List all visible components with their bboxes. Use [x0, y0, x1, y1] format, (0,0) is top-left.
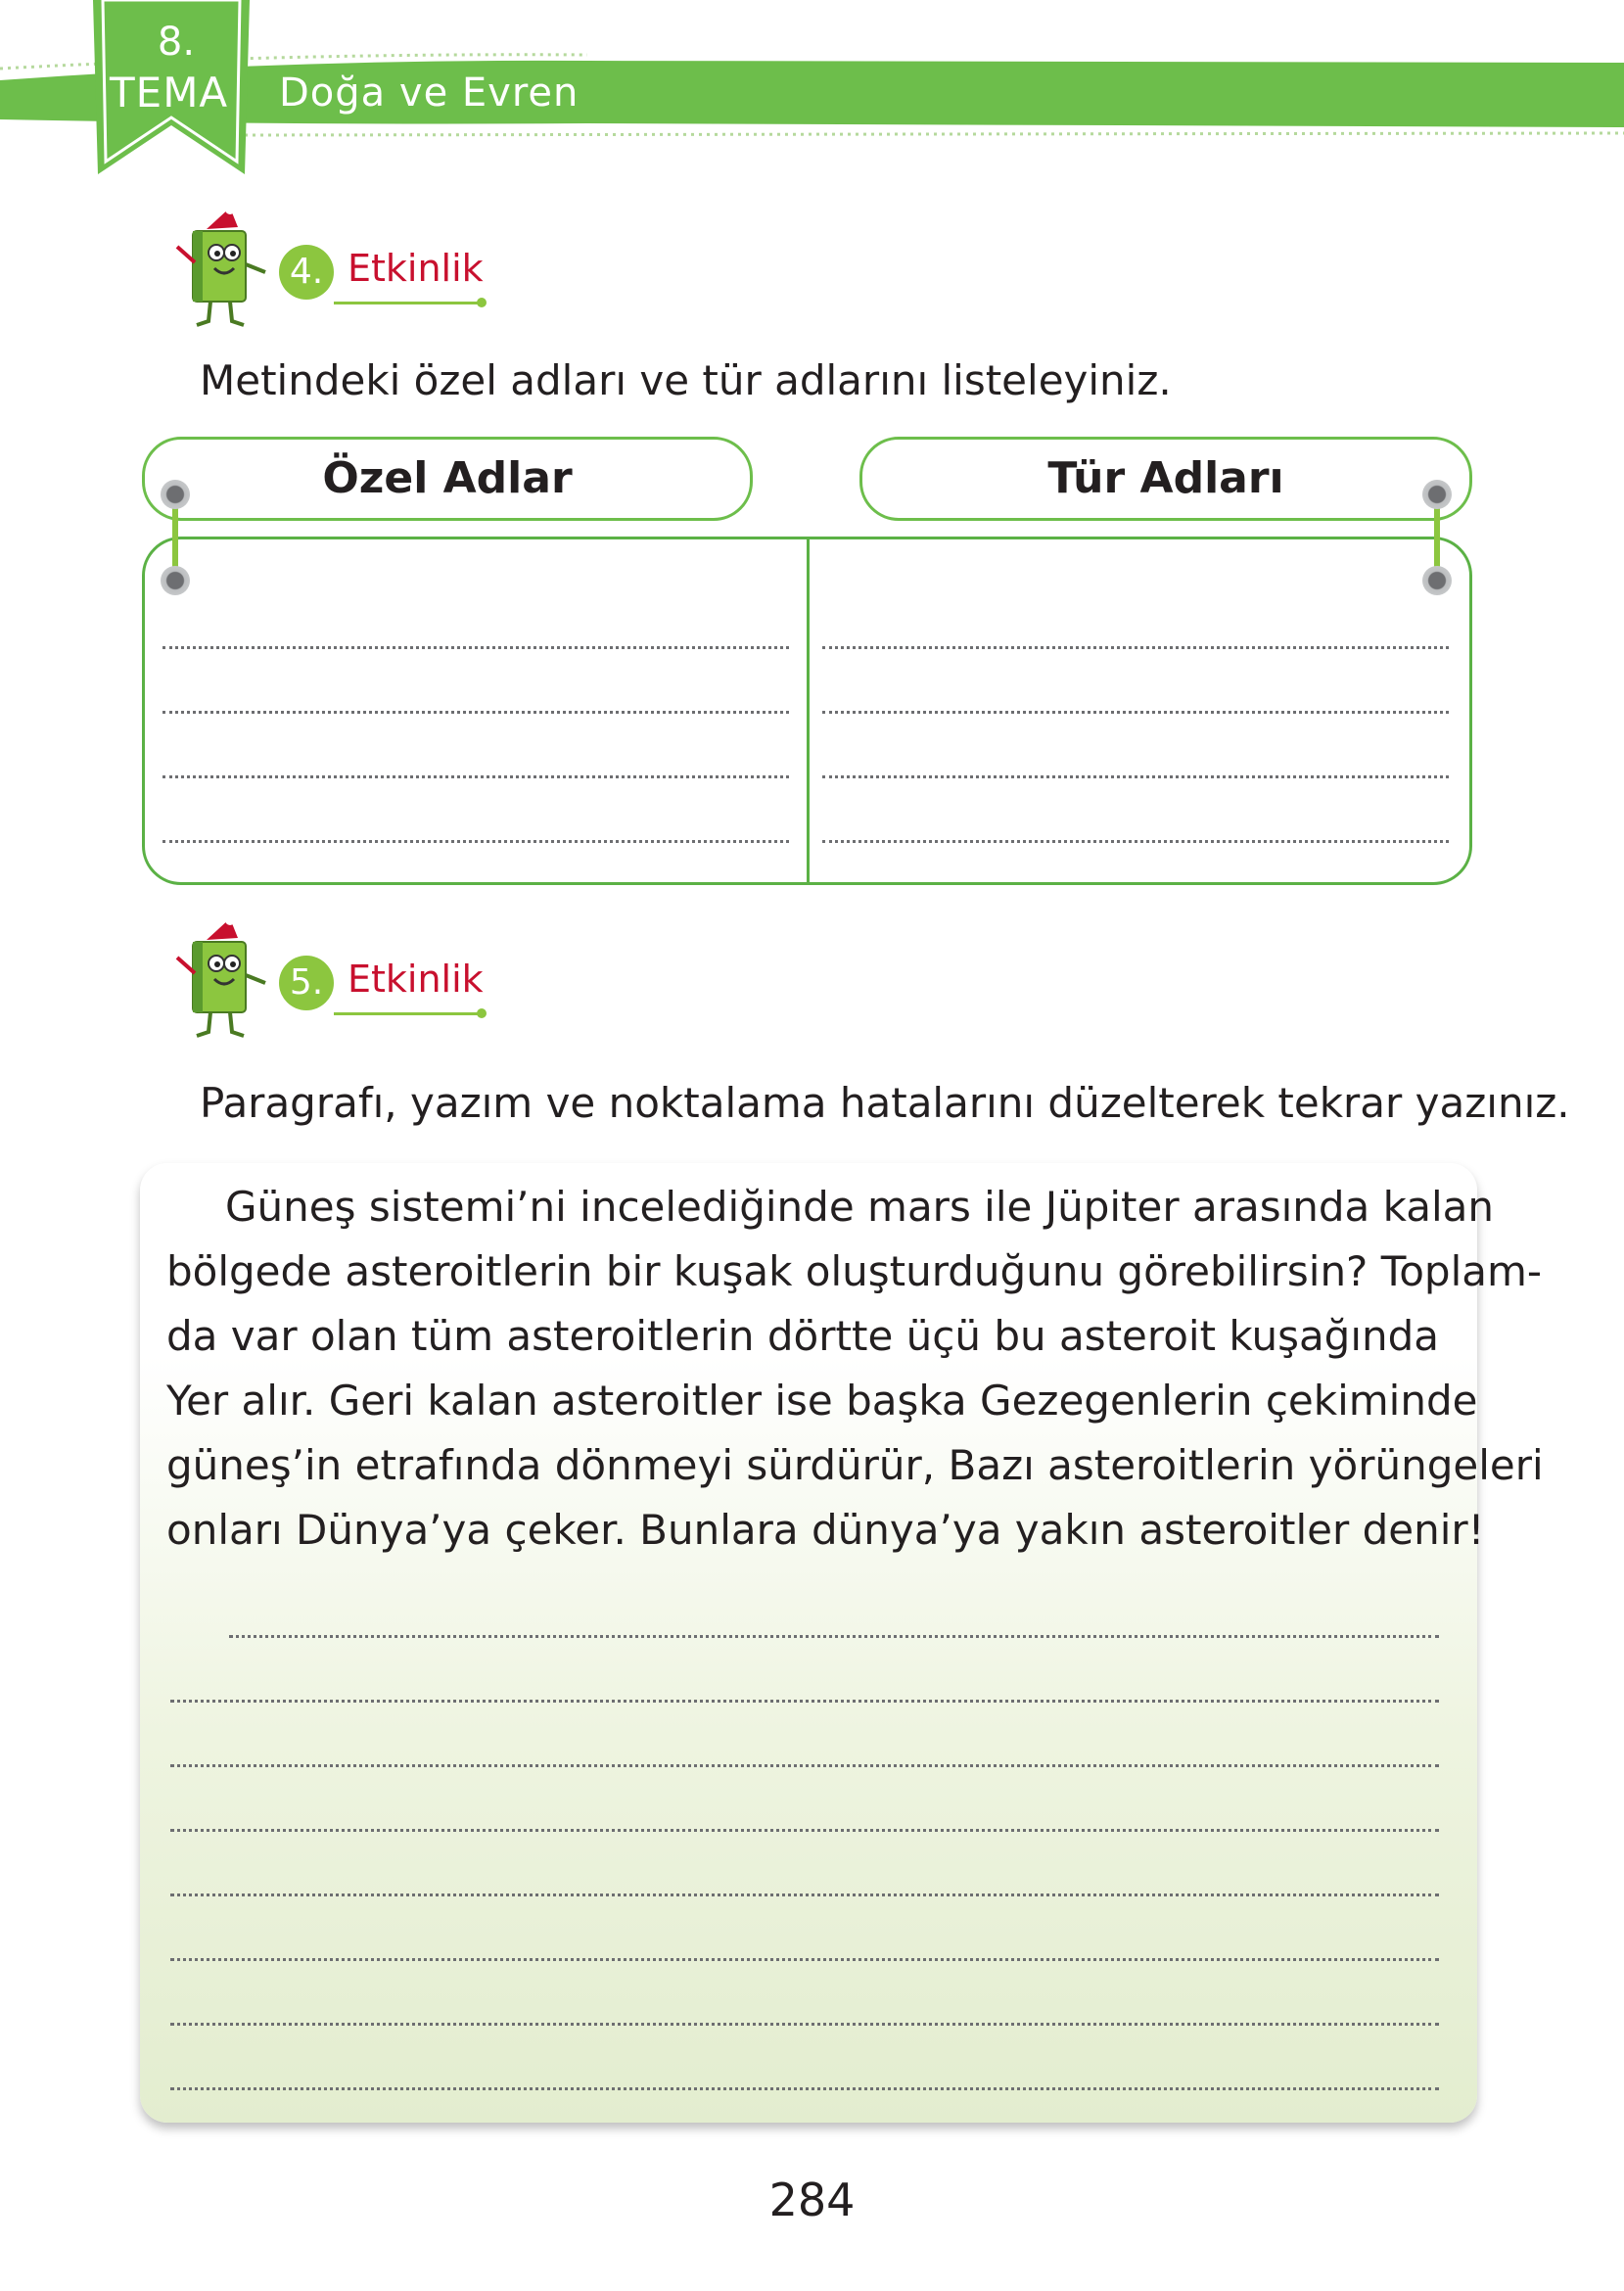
activity5-underline — [334, 1012, 481, 1015]
writing-line[interactable] — [229, 1635, 1439, 1638]
activity4-header — [162, 204, 514, 331]
answer-line[interactable] — [162, 711, 789, 714]
paragraph-line: güneş’in etrafında dönmeyi sürdürür, Bazı asteroitlerin yörüngeleri — [166, 1441, 1544, 1489]
left-bottom-grommet — [161, 566, 190, 595]
activity5-label: Etkinlik — [348, 958, 484, 1001]
activity4-number: 4. — [279, 245, 334, 300]
activity4-underline — [334, 302, 481, 304]
theme-label: TEMA — [110, 69, 229, 117]
left-top-grommet — [161, 480, 190, 509]
right-top-grommet — [1422, 480, 1452, 509]
activity5-underline-dot — [477, 1008, 487, 1018]
activity4-underline-dot — [477, 298, 487, 307]
answer-line[interactable] — [822, 775, 1449, 778]
column-header-ozel-adlar: Özel Adlar — [142, 437, 753, 521]
activity5-number: 5. — [279, 956, 334, 1010]
paragraph-line: Yer alır. Geri kalan asteroitler ise başka Gezegenlerin çekiminde — [166, 1377, 1478, 1425]
answer-line[interactable] — [162, 775, 789, 778]
page-number: 284 — [768, 2174, 856, 2226]
activity4-instruction: Metindeki özel adları ve tür adlarını listeleyiniz. — [200, 356, 1172, 404]
header-banner — [0, 0, 1624, 196]
activity5-header — [162, 914, 514, 1042]
answer-line[interactable] — [822, 711, 1449, 714]
answer-line[interactable] — [822, 646, 1449, 649]
paragraph-line: bölgede asteroitlerin bir kuşak oluşturduğunu görebilirsin? Toplam- — [166, 1247, 1543, 1295]
paragraph-line: Güneş sistemi’ni incelediğinde mars ile Jüpiter arasında kalan — [225, 1183, 1494, 1231]
answer-line[interactable] — [162, 646, 789, 649]
writing-line[interactable] — [170, 1894, 1439, 1896]
right-bottom-grommet — [1422, 566, 1452, 595]
writing-line[interactable] — [170, 1764, 1439, 1767]
activity5-instruction: Paragrafı, yazım ve noktalama hatalarını düzelterek tekrar yazınız. — [200, 1079, 1570, 1127]
paragraph-line: da var olan tüm asteroitlerin dörtte üçü bu asteroit kuşağında — [166, 1312, 1440, 1360]
column-divider — [807, 537, 810, 885]
paragraph-text — [166, 1175, 1544, 1563]
writing-line[interactable] — [170, 2087, 1439, 2090]
theme-number: 8. — [157, 20, 196, 65]
activity4-label: Etkinlik — [348, 247, 484, 290]
theme-title: Doğa ve Evren — [279, 70, 580, 116]
writing-line[interactable] — [170, 1958, 1439, 1961]
writing-line[interactable] — [170, 2023, 1439, 2026]
paragraph-line: onları Dünya’ya çeker. Bunlara dünya’ya yakın asteroitler denir! — [166, 1506, 1485, 1554]
answer-line[interactable] — [162, 840, 789, 843]
answer-line[interactable] — [822, 840, 1449, 843]
book-mascot-icon — [171, 914, 279, 1042]
writing-line[interactable] — [170, 1829, 1439, 1832]
writing-line[interactable] — [170, 1700, 1439, 1703]
column-header-tur-adlari: Tür Adları — [859, 437, 1472, 521]
book-mascot-icon — [171, 204, 279, 331]
